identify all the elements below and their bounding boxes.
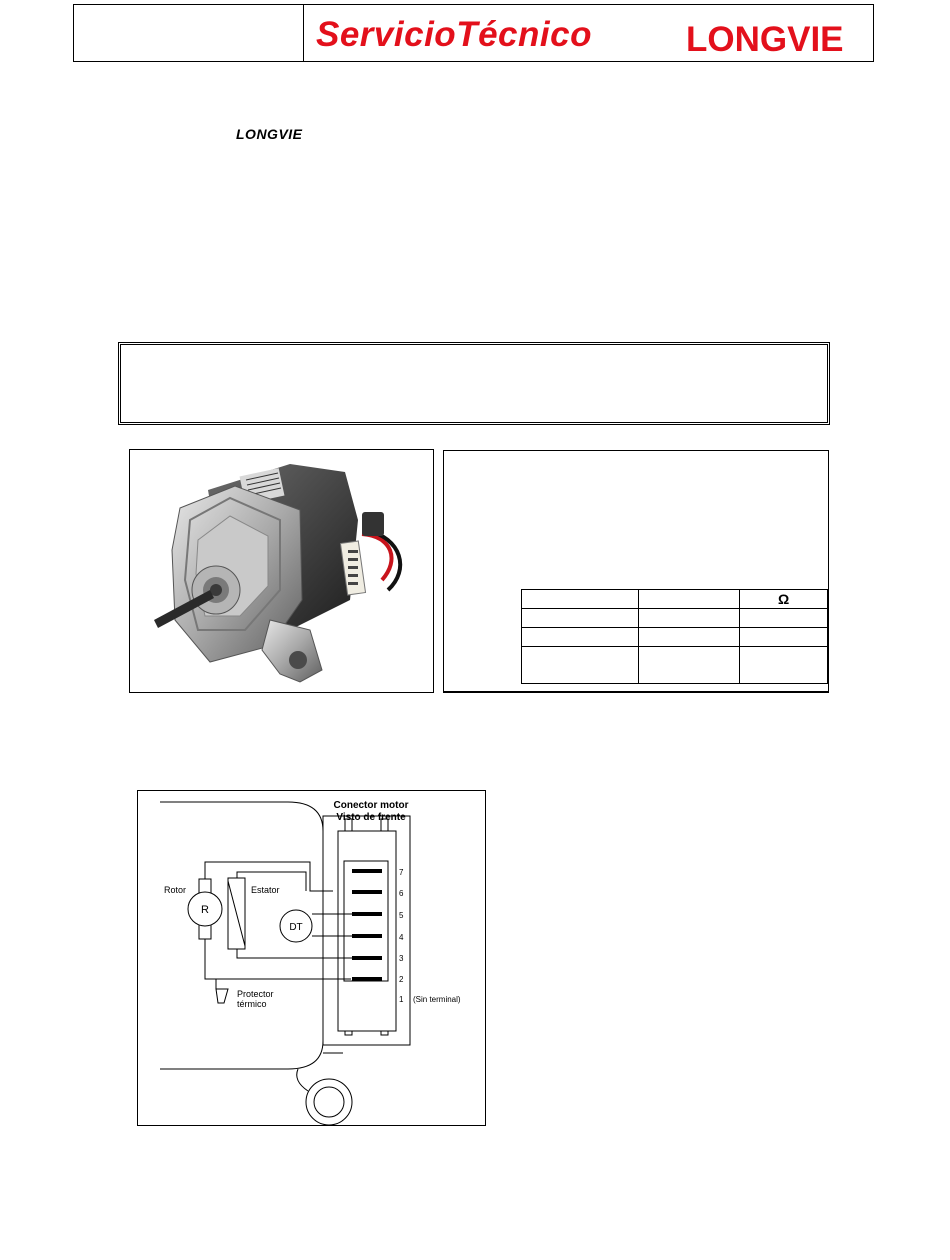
pin-label: 6 [399,889,404,898]
table-cell [638,647,740,684]
spec-box [443,450,829,693]
connector-title-2: Visto de frente [336,812,406,823]
header-brand-logo: LONGVIE [686,20,844,59]
rotor-symbol: R [201,904,209,916]
table-cell [740,609,828,628]
wiring-diagram [137,790,486,1126]
connector-title-1: Conector motor [333,800,409,811]
pin-label: 2 [399,975,404,984]
header-blank-cell [74,5,304,61]
table-header-cell [522,590,639,609]
pin-label: 1 [399,995,404,1004]
pin-label: 3 [399,954,404,963]
table-cell [638,609,740,628]
note-box [118,342,830,425]
pin-label: 5 [399,911,404,920]
table-cell [638,628,740,647]
header [73,4,874,62]
table-cell [522,647,639,684]
table-cell [522,628,639,647]
no-terminal-label: (Sin terminal) [413,995,461,1004]
header-title: ServicioTécnico [316,15,592,54]
table-header-cell [638,590,740,609]
table-cell [740,647,828,684]
table-row [522,609,828,628]
resistance-table [521,589,828,684]
pin-label: 7 [399,868,404,877]
table-cell [522,609,639,628]
table-row [522,647,828,684]
table-row [522,628,828,647]
protector-label-2: térmico [237,999,267,1009]
rotor-label: Rotor [164,885,187,895]
table-header-row [522,590,828,609]
table-cell [740,628,828,647]
stator-label: Estator [251,885,280,895]
motor-photo [129,449,434,693]
protector-label-1: Protector [237,989,274,999]
ohm-header-cell: Ω [740,590,828,609]
pin-label: 4 [399,933,404,942]
wiring-diagram-svg [138,791,485,1125]
motor-illustration [130,450,433,692]
dt-label: DT [289,922,303,933]
inline-brand-text: LONGVIE [236,126,303,142]
